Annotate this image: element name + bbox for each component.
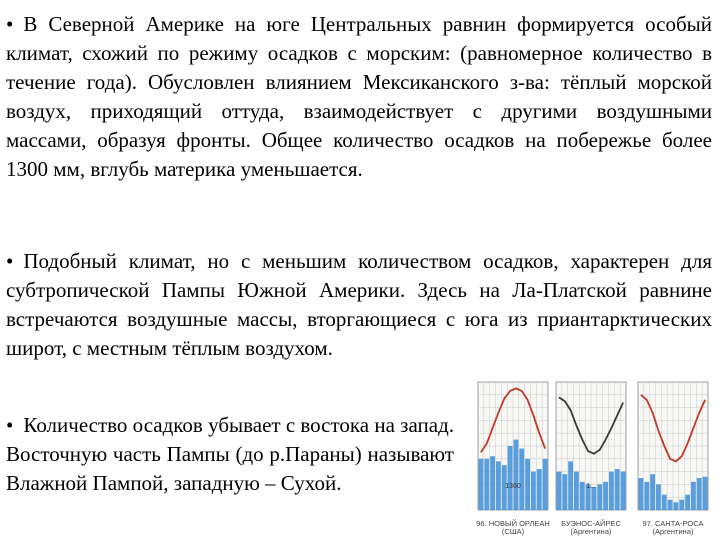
precipitation-bar — [531, 472, 536, 510]
precipitation-bar — [592, 487, 597, 510]
precipitation-bar — [703, 477, 708, 510]
precipitation-bar — [650, 474, 655, 510]
precipitation-bar — [685, 495, 690, 510]
paragraph-1 — [6, 10, 712, 184]
precipitation-bar — [639, 478, 644, 510]
climate-chart-svg — [552, 376, 630, 514]
chart-station: БУЭНОС-АЙРЕС — [561, 519, 621, 528]
precipitation-bar — [557, 472, 562, 510]
precipitation-bar — [490, 456, 495, 510]
chart-station: САНТА-РОСА — [655, 519, 704, 528]
climate-chart-caption — [552, 520, 630, 536]
climate-chart-svg — [634, 376, 712, 514]
precipitation-bar — [543, 459, 548, 510]
precipitation-total: 1... — [586, 483, 596, 490]
bullet: • — [6, 249, 14, 273]
climate-chart-svg — [474, 376, 552, 514]
precipitation-bar — [679, 500, 684, 510]
chart-station: НОВЫЙ ОРЛЕАН — [488, 519, 550, 528]
precipitation-bar — [514, 440, 519, 510]
precipitation-total: 1360 — [505, 483, 521, 490]
precipitation-bar — [674, 502, 679, 510]
bullet: • — [6, 413, 14, 437]
precipitation-bar — [525, 459, 530, 510]
precipitation-bar — [691, 482, 696, 510]
precipitation-bar — [496, 461, 501, 510]
climate-chart-caption — [634, 520, 712, 536]
chart-number: 96. — [476, 519, 487, 528]
paragraph-2 — [6, 247, 712, 363]
precipitation-bar — [508, 446, 513, 510]
precipitation-bar — [603, 482, 608, 510]
precipitation-bar — [597, 484, 602, 510]
precipitation-bar — [609, 472, 614, 510]
paragraph-3-text: Количество осадков убывает с востока на запад. Восточную часть Пампы (до р.Параны) называют Влажной Пампой, западную – Сухой. — [6, 413, 455, 495]
precipitation-bar — [644, 482, 649, 510]
climate-chart-new-orleans — [474, 376, 552, 536]
paragraph-1-text: В Северной Америке на юге Центральных равнин формируется особый климат, схожий по режиму осадков с морским: (равномерное количество в течение года). Обусловлен влиянием Мексиканского з-ва: тёплый морской воздух, приходящий оттуда, взаимодействует с другими воздушными массами, образуя фронты. Общее количество осадков на побережье более 1300 мм, вглубь материка уменьшается. — [6, 12, 712, 181]
precipitation-bar — [621, 472, 626, 510]
precipitation-bar — [668, 500, 673, 510]
precipitation-bar — [519, 449, 524, 510]
precipitation-bar — [484, 459, 489, 510]
precipitation-bar — [580, 482, 585, 510]
precipitation-bar — [662, 495, 667, 510]
precipitation-bar — [479, 459, 484, 510]
climate-chart-santa-rosa — [634, 376, 712, 536]
precipitation-bar — [574, 472, 579, 510]
precipitation-bar — [697, 478, 702, 510]
paragraph-3 — [6, 411, 454, 498]
climate-chart-buenos-aires — [552, 376, 630, 536]
climate-chart-caption — [474, 520, 552, 536]
chart-country: (США) — [501, 527, 525, 536]
precipitation-bar — [568, 461, 573, 510]
bullet: • — [6, 12, 14, 36]
precipitation-bar — [562, 474, 567, 510]
chart-country: (Аргентина) — [652, 527, 694, 536]
paragraph-2-text: Подобный климат, но с меньшим количеством осадков, характерен для субтропической Пампы Южной Америки. Здесь на Ла-Платской равнине встречаются воздушные массы, вторгающиеся с юга из приантарктических широт, с местным тёплым воздухом. — [6, 249, 712, 360]
precipitation-bar — [656, 484, 661, 510]
precipitation-bar — [537, 469, 542, 510]
chart-number: 97. — [642, 519, 653, 528]
chart-country: (Аргентина) — [570, 527, 612, 536]
precipitation-bar — [615, 469, 620, 510]
